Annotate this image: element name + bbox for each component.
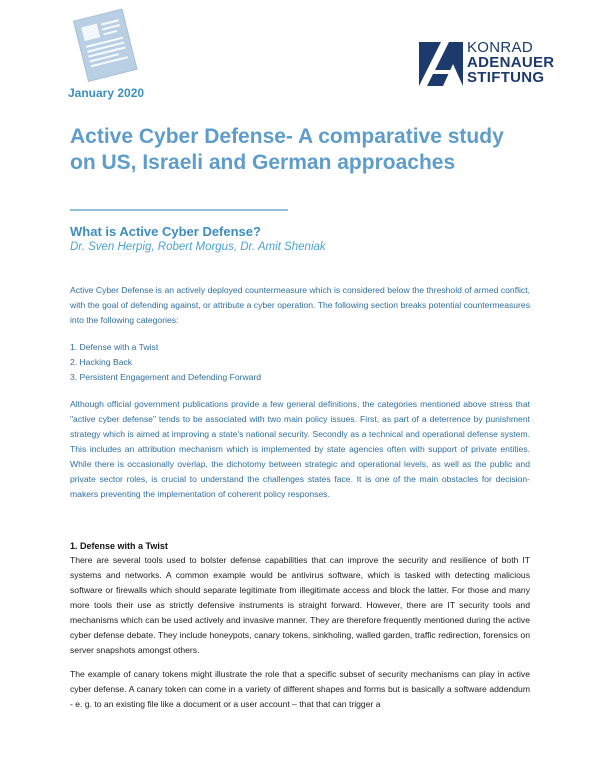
- category-list: [70, 340, 530, 385]
- logo-line-1: KONRAD: [467, 39, 533, 56]
- section-subtitle: What is Active Cyber Defense?: [70, 224, 261, 239]
- section-paragraph-1: There are several tools used to bolster defense capabilities that can improve the security and resilience of both IT systems and networks. A common example would be antivirus software, which is tasked with detecting malicious software or firewalls which should separate legitimate from illegitimate access and block the latter. For those and many more tools their use as strictly defensive instruments is straight forward. However, there are IT security tools and mechanisms which can be used actively and invasive manner. They are therefore frequently mentioned during the active cyber defense debate. They include honeypots, canary tokens, sinkholing, walled garden, traffic redirection, forensics on server snapshots amongst others.: [70, 555, 530, 655]
- document-icon: [66, 4, 146, 84]
- section-paragraph-2: The example of canary tokens might illustrate the role that a specific subset of security mechanisms can play in active cyber defense. A canary token can come in a variety of different shapes and forms but is basically a software addendum - e. g. to an existing file like a document or a user account – that that can trigger a: [70, 669, 530, 709]
- list-item: 2. Hacking Back: [70, 357, 133, 367]
- logo-line-2: ADENAUER: [467, 54, 555, 71]
- document-title: Active Cyber Defense- A comparative study on US, Israeli and German approaches: [70, 125, 504, 174]
- kas-logo: [419, 40, 569, 88]
- section-heading: 1. Defense with a Twist: [70, 541, 168, 551]
- logo-line-3: STIFTUNG: [467, 69, 545, 86]
- definition-paragraph: Although official government publications provide a few general definitions, the categories mentioned above stress that "active cyber defense" tends to be associated with two main policy issues. First, as part of a deterrence by punishment strategy which is aimed at improving a state's national security. Secondly as a technical and operational defense system. This includes an attribution mechanism which is implemented by state agencies often with support of private entities. While there is occasionally overlap, the dichotomy between strategic and operational levels, as well as the public and private sector roles, is crucial to understand the challenges states face. It is one of the main obstacles for decision-makers preventing the implementation of coherent policy responses.: [70, 399, 530, 499]
- logo-text: [467, 40, 554, 85]
- logo-mark-icon: [419, 42, 463, 86]
- list-item: 1. Defense with a Twist: [70, 342, 159, 352]
- author-list: Dr. Sven Herpig, Robert Morgus, Dr. Amit Sheniak: [70, 241, 326, 253]
- publication-date: January 2020: [68, 86, 145, 100]
- list-item: 3. Persistent Engagement and Defending Forward: [70, 372, 262, 382]
- intro-paragraph: Active Cyber Defense is an actively deployed countermeasure which is considered below the threshold of armed conflict, with the goal of defending against, or attribute a cyber operation. The following section breaks potential countermeasures into the following categories:: [70, 285, 530, 325]
- title-divider: [70, 209, 288, 211]
